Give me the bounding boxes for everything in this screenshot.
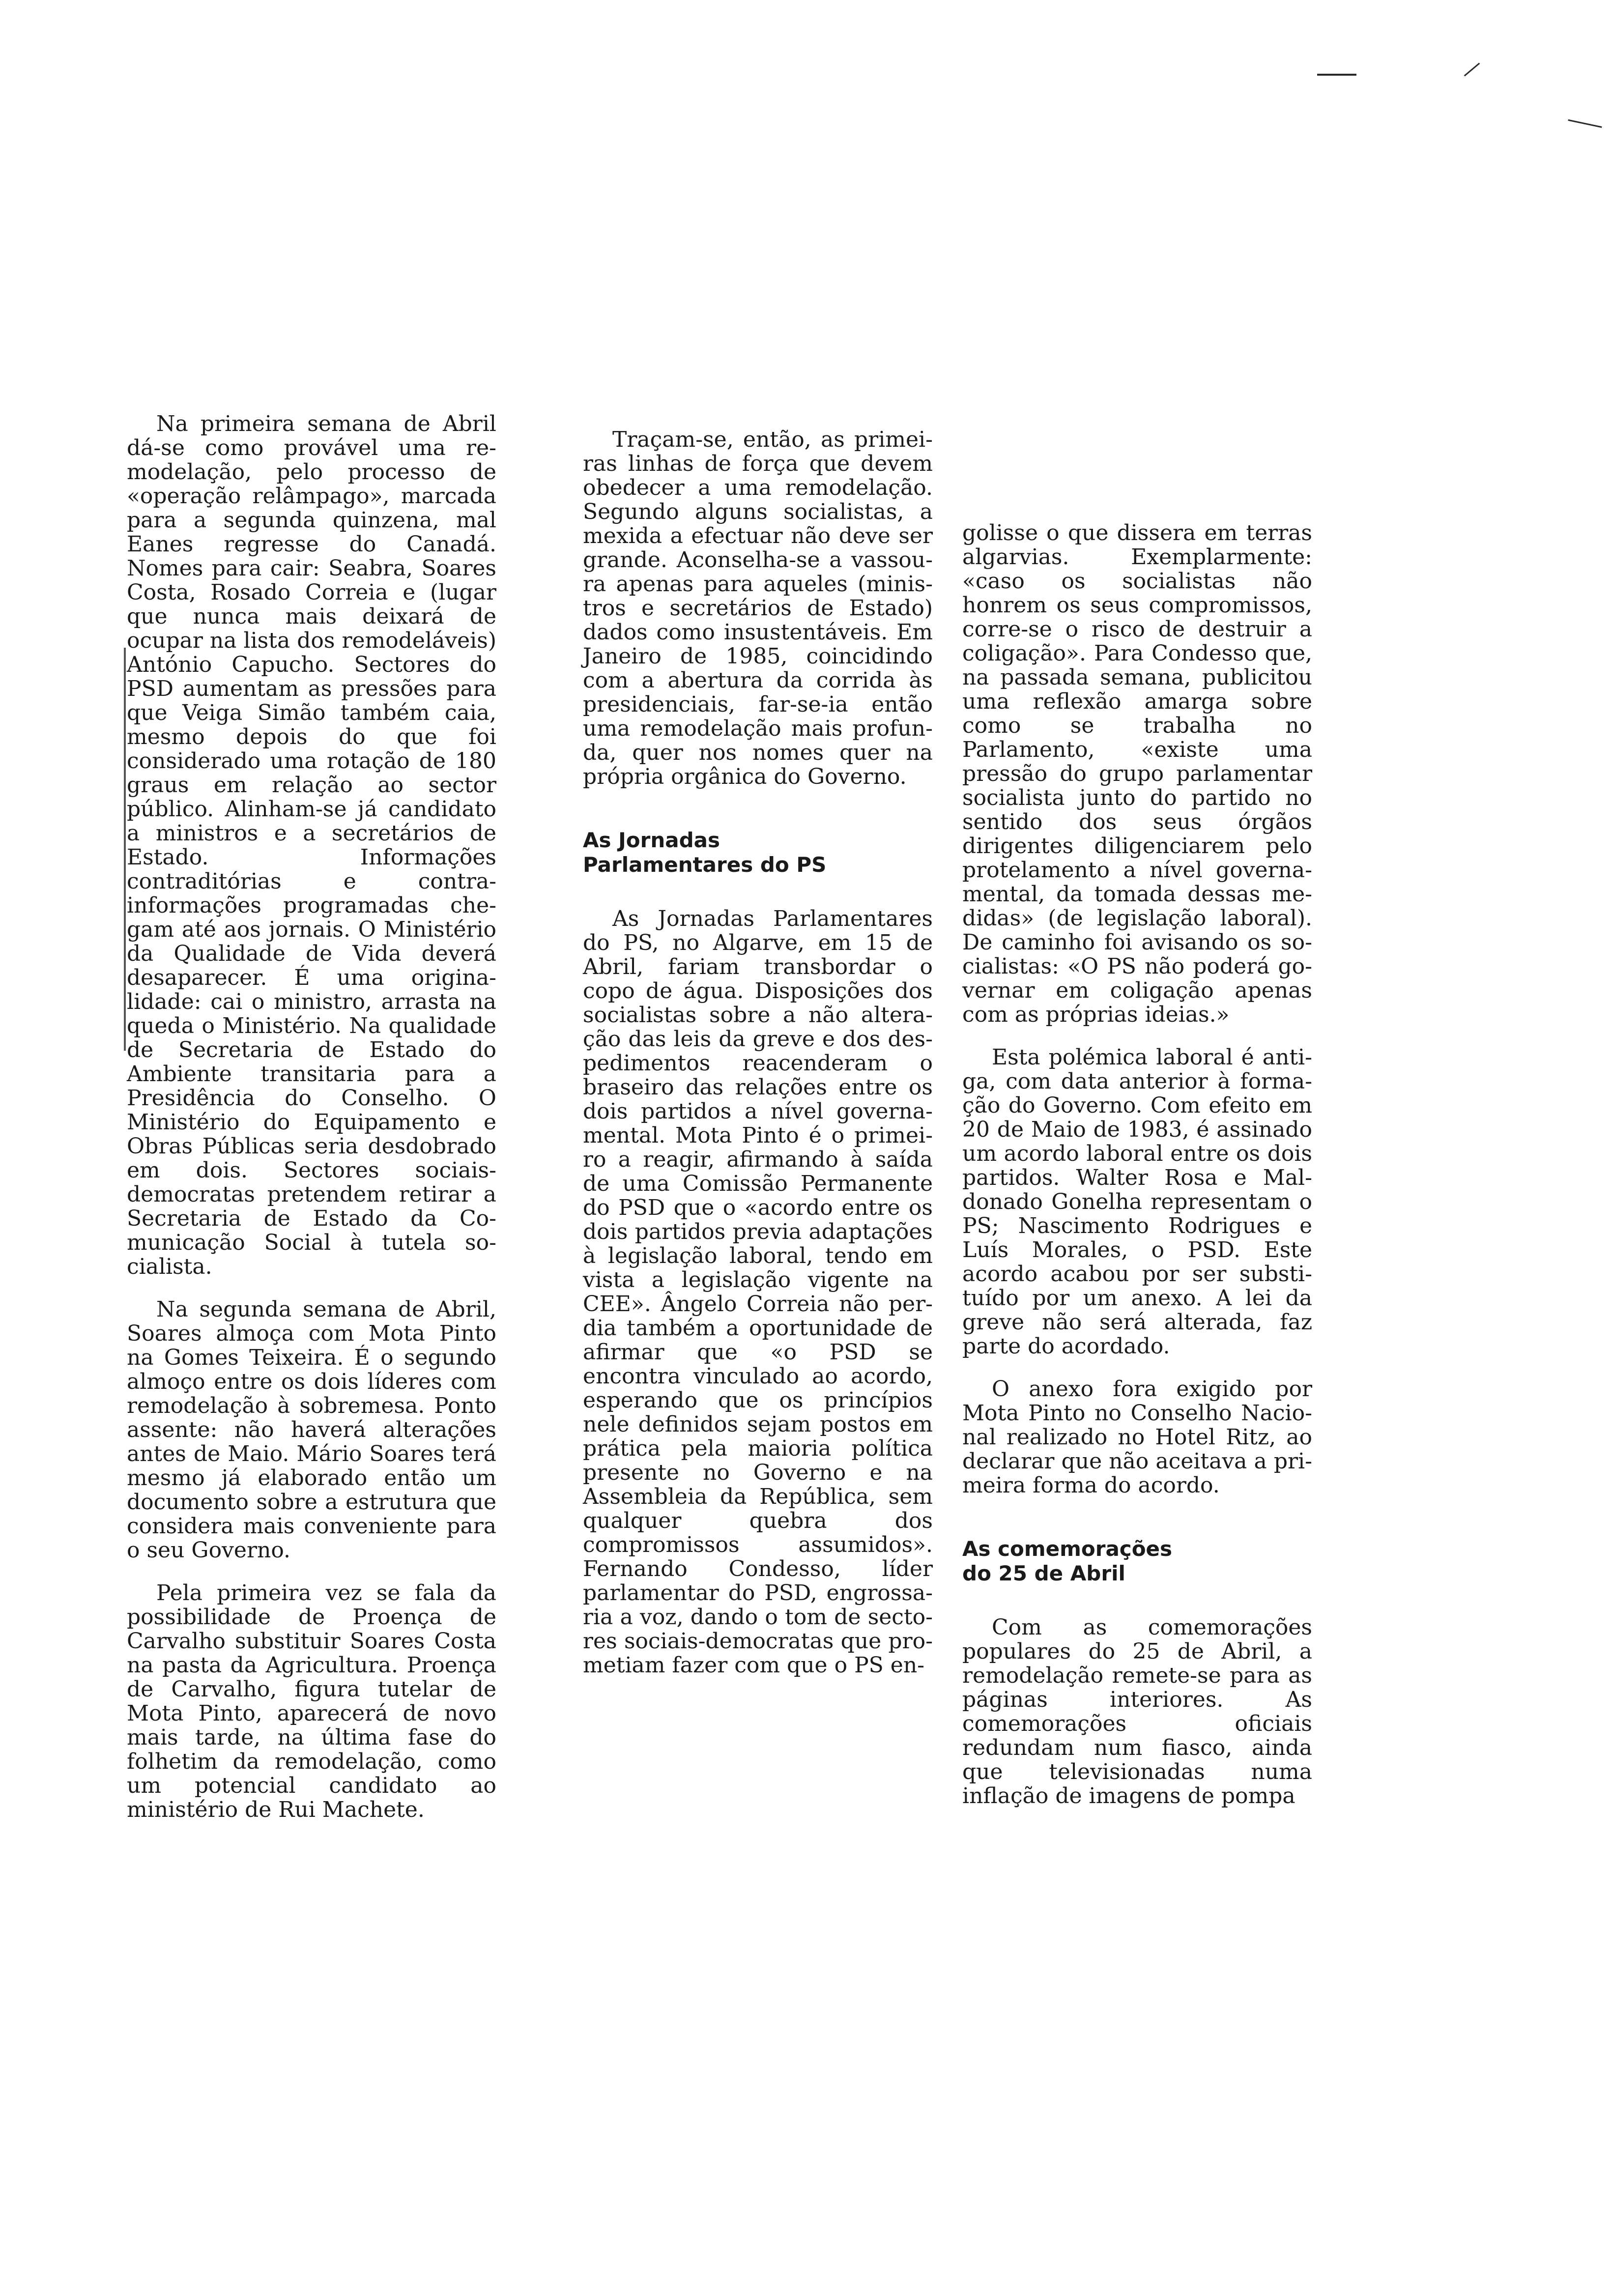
section-heading-line: Parlamentares do PS — [583, 853, 827, 877]
paragraph: Traçam-se, então, as primeiras linhas de força que devem obedecer a uma remodelação. Segundo alguns socialistas, a mexida a efectuar não deve ser grande. Aconselha-se a vassoura apenas para aqueles (ministros e secretários de Estado) dados como insustentáveis. Em Janeiro de 1985, coincidindo com a abertura da corrida às presidenciais, far-se-ia então uma remodelação mais profunda, quer nos nomes quer na própria orgânica do Governo. — [583, 427, 933, 789]
section-heading — [583, 828, 933, 877]
margin-line — [124, 648, 126, 1051]
scan-mark — [1464, 62, 1480, 76]
article-column-2 — [583, 428, 933, 1677]
paragraph: Na primeira semana de Abril dá-se como provável uma remodelação, pelo processo de «operação relâmpago», marcada para a segunda quinzena, mal Eanes regresse do Canadá. Nomes para cair: Seabra, Soares Costa, Rosado Correia e (lugar que nunca mais deixará de ocupar na lista dos remodeláveis) António Capucho. Sectores do PSD aumentam as pressões para que Veiga Simão também caia, mesmo depois do que foi considerado uma rotação de 180 graus em relação ao sector público. Alinham-se já candidato a ministros e a secretários de Estado. Informações contraditórias e contra-informações programadas chegam até aos jornais. O Ministério da Qualidade de Vida deverá desaparecer. É uma originalidade: cai o ministro, arrasta na queda o Ministério. Na qualidade de Secretaria de Estado do Ambiente transitaria para a Presidência do Conselho. O Ministério do Equipamento e Obras Públicas seria desdobrado em dois. Sectores sociais-democratas pretendem retirar a Secretaria de Estado da Comunicação Social à tutela socialista. — [127, 411, 496, 1279]
scan-mark — [1317, 74, 1356, 76]
article-column-3 — [962, 521, 1312, 1808]
section-heading — [962, 1537, 1312, 1586]
paragraph: Pela primeira vez se fala da possibilidade de Proença de Carvalho substituir Soares Costa na pasta da Agricultura. Proença de Carvalho, figura tutelar de Mota Pinto, aparecerá de novo mais tarde, na última fase do folhetim da remodelação, como um potencial candidato ao ministério de Rui Machete. — [127, 1580, 496, 1822]
article-column-1 — [127, 412, 496, 1822]
paragraph: As Jornadas Parlamentares do PS, no Algarve, em 15 de Abril, fariam transbordar o copo de água. Disposições dos socialistas sobre a não alteração das leis da greve e dos despedimentos reacenderam o braseiro das relações entre os dois partidos a nível governamental. Mota Pinto é o primeiro a reagir, afirmando à saída de uma Comissão Permanente do PSD que o «acordo entre os dois partidos previa adaptações à legislação laboral, tendo em vista a legislação vigente na CEE». Ângelo Correia não perdia também a oportunidade de afirmar que «o PSD se encontra vinculado ao acordo, esperando que os princípios nele definidos sejam postos em prática pela maioria política presente no Governo e na Assembleia da República, sem qualquer quebra dos compromissos assumidos». Fernando Condesso, líder parlamentar do PSD, engrossaria a voz, dando o tom de sectores sociais-democratas que prometiam fazer com que o PS en- — [583, 906, 933, 1678]
paragraph: Esta polémica laboral é antiga, com data anterior à formação do Governo. Com efeito em 20 de Maio de 1983, é assinado um acordo laboral entre os dois partidos. Walter Rosa e Maldonado Gonelha representam o PS; Nascimento Rodrigues e Luís Morales, o PSD. Este acordo acabou por ser substituído por um anexo. A lei da greve não será alterada, faz parte do acordado. — [962, 1045, 1312, 1359]
section-heading-line: As Jornadas — [583, 828, 720, 852]
paragraph: golisse o que dissera em terras algarvias. Exemplarmente: «caso os socialistas não honrem os seus compromissos, corre-se o risco de destruir a coligação». Para Condesso que, na passada semana, publicitou uma reflexão amarga sobre como se trabalha no Parlamento, «existe uma pressão do grupo parlamentar socialista junto do partido no sentido dos seus órgãos dirigentes diligenciarem pelo protelamento a nível governamental, da tomada dessas medidas» (de legislação laboral). De caminho foi avisando os socialistas: «O PS não poderá governar em coligação apenas com as próprias ideias.» — [962, 520, 1312, 1027]
section-heading-line: As comemorações — [962, 1537, 1173, 1561]
paragraph: Com as comemorações populares do 25 de Abril, a remodelação remete-se para as páginas interiores. As comemorações oficiais redundam num fiasco, ainda que televisionadas numa inflação de imagens de pompa — [962, 1615, 1312, 1808]
paragraph: O anexo fora exigido por Mota Pinto no Conselho Nacional realizado no Hotel Ritz, ao declarar que não aceitava a primeira forma do acordo. — [962, 1377, 1312, 1498]
section-heading-line: do 25 de Abril — [962, 1561, 1125, 1585]
scan-mark — [1568, 119, 1602, 128]
paragraph: Na segunda semana de Abril, Soares almoça com Mota Pinto na Gomes Teixeira. É o segundo almoço entre os dois líderes com remodelação à sobremesa. Ponto assente: não haverá alterações antes de Maio. Mário Soares terá mesmo já elaborado então um documento sobre a estrutura que considera mais conveniente para o seu Governo. — [127, 1297, 496, 1563]
